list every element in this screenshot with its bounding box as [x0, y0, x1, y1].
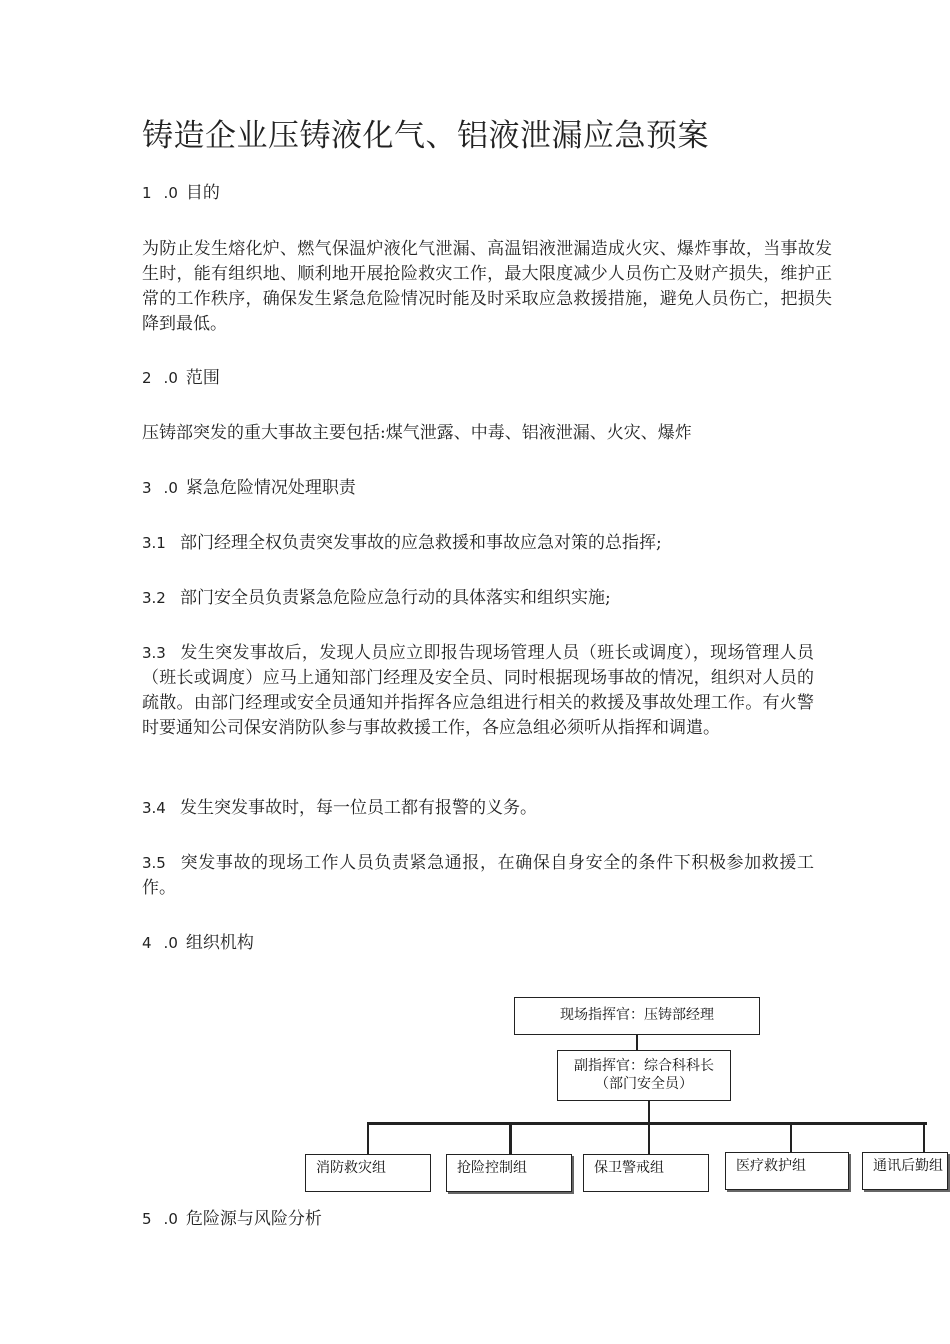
duty-item-3-2 [142, 586, 611, 611]
section-number: 1 [142, 184, 152, 202]
org-group-box: 消防救灾组 [305, 1154, 431, 1192]
org-group-box: 保卫警戒组 [583, 1154, 709, 1192]
org-connector [509, 1124, 512, 1154]
duty-item-3-1 [142, 531, 662, 556]
duty-text: 发生突发事故时，每一位员工都有报警的义务。 [180, 798, 537, 818]
document-title: 铸造企业压铸液化气、铝液泄漏应急预案 [142, 118, 709, 154]
section-suffix: .0 [163, 369, 178, 387]
section-heading-3 [142, 476, 356, 501]
section-number: 2 [142, 369, 152, 387]
section-title: 危险源与风险分析 [185, 1209, 322, 1229]
section-title: 紧急危险情况处理职责 [185, 478, 356, 498]
duty-item-3-4 [142, 796, 537, 821]
section-number: 4 [142, 934, 152, 952]
section-suffix: .0 [163, 934, 178, 952]
org-deputy-subtitle: （部门安全员） [595, 1076, 693, 1092]
section-heading-4 [142, 931, 254, 956]
org-connector [367, 1124, 369, 1154]
purpose-paragraph: 为防止发生熔化炉、燃气保温炉液化气泄漏、高温铝液泄漏造成火灾、爆炸事故，当事故发生时，能有组织地、顺利地开展抢险救灾工作，最大限度减少人员伤亡及财产损失，维护正常的工作秩序，确保发生紧急危险情况时能及时采取应急救援措施，避免人员伤亡，把损失降到最低。 [142, 239, 832, 334]
section-heading-5 [142, 1207, 322, 1232]
org-connector [648, 1101, 650, 1123]
duty-item-3-5 [142, 851, 814, 901]
duty-number: 3.1 [142, 534, 166, 552]
org-group-box: 医疗救护组 [725, 1152, 849, 1190]
duty-number: 3.3 [142, 644, 166, 662]
section-title: 范围 [185, 368, 220, 388]
duty-number: 3.4 [142, 799, 166, 817]
org-branch-line [367, 1122, 927, 1125]
duty-text: 部门安全员负责紧急危险应急行动的具体落实和组织实施; [180, 588, 611, 608]
duty-number: 3.5 [142, 854, 166, 872]
org-connector [923, 1124, 925, 1152]
section-suffix: .0 [163, 184, 178, 202]
section-heading-1 [142, 181, 220, 206]
org-connector [636, 1035, 638, 1050]
duty-text: 发生突发事故后，发现人员应立即报告现场管理人员（班长或调度），现场管理人员（班长或调度）应马上通知部门经理及安全员、同时根据现场事故的情况，组织对人员的疏散。由部门经理或安全员通知并指挥各应急组进行相关的救援及事故处理工作。有火警时要通知公司保安消防队参与事故救援工作，各应急组必须听从指挥和调遣。 [142, 643, 814, 738]
duty-item-3-3 [142, 641, 814, 741]
org-connector [790, 1124, 792, 1152]
org-group-box: 抢险控制组 [446, 1154, 572, 1192]
org-deputy-box [557, 1050, 731, 1101]
org-deputy-title: 副指挥官：综合科科长 [574, 1058, 714, 1074]
section-heading-2 [142, 366, 220, 391]
duty-number: 3.2 [142, 589, 166, 607]
section-suffix: .0 [163, 1210, 178, 1228]
scope-paragraph: 压铸部突发的重大事故主要包括:煤气泄露、中毒、铝液泄漏、火灾、爆炸 [142, 423, 692, 443]
org-commander-box: 现场指挥官：压铸部经理 [514, 997, 760, 1035]
org-connector [648, 1124, 650, 1154]
duty-text: 突发事故的现场工作人员负责紧急通报，在确保自身安全的条件下积极参加救援工作。 [142, 853, 814, 898]
section-title: 目的 [185, 183, 220, 203]
org-group-box: 通讯后勤组 [862, 1152, 948, 1190]
section-number: 3 [142, 479, 152, 497]
section-title: 组织机构 [185, 933, 254, 953]
section-number: 5 [142, 1210, 152, 1228]
section-suffix: .0 [163, 479, 178, 497]
duty-text: 部门经理全权负责突发事故的应急救援和事故应急对策的总指挥; [180, 533, 662, 553]
